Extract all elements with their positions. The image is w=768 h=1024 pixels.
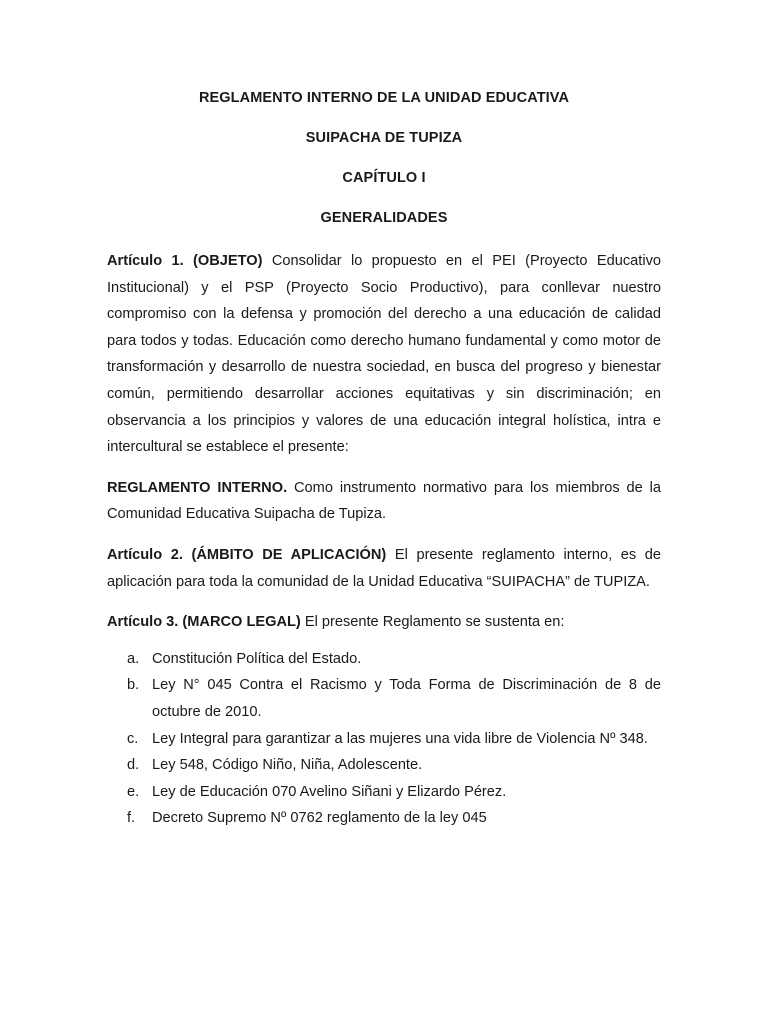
section-heading: GENERALIDADES [320, 210, 448, 226]
article-2-paragraph [107, 542, 661, 595]
list-item-text: Ley de Educación 070 Avelino Siñani y Elizardo Pérez. [152, 783, 507, 800]
article-3-text: El presente Reglamento se sustenta en: [300, 614, 565, 631]
chapter-heading: CAPÍTULO I [342, 170, 426, 186]
article-3-paragraph [107, 609, 661, 636]
list-item-text: Constitución Política del Estado. [152, 650, 362, 667]
list-item-text: Ley 548, Código Niño, Niña, Adolescente. [152, 757, 423, 774]
list-marker: c. [127, 730, 139, 747]
article-1-label: Artículo 1. (OBJETO) [107, 253, 263, 269]
list-marker: e. [127, 783, 140, 800]
institution-name: SUIPACHA DE TUPIZA [305, 130, 463, 146]
document-title: REGLAMENTO INTERNO DE LA UNIDAD EDUCATIVA [198, 90, 570, 106]
list-item-text: Ley Integral para garantizar a las mujeres una vida libre de Violencia Nº 348. [152, 730, 648, 747]
article-2-label: Artículo 2. (ÁMBITO DE APLICACIÓN) [107, 546, 387, 563]
article-1-paragraph [107, 248, 661, 461]
article-1-text: Consolidar lo propuesto en el PEI (Proyecto Educativo Institucional) y el PSP (Proyecto Socio Productivo), para conllevar nuestro compromiso con la defensa y promoción del derecho a una educación de calidad para todos y todas. Educación como derecho humano fundamental y como motor de transformación y desarrollo de nuestra sociedad, en busca del progreso y bienestar común, permitiendo desarrollar acciones equitativas y sin discriminación; en observancia a los principios y valores de una educación integral holística, intra e intercultural se establece el presente: [107, 253, 661, 456]
reglamento-interno-label: REGLAMENTO INTERNO. [107, 479, 288, 496]
list-item-text: Decreto Supremo Nº 0762 reglamento de la ley 045 [152, 810, 487, 827]
article-2-text: El presente reglamento interno, es de aplicación para toda la comunidad de la Unidad Educativa “SUIPACHA” de TUPIZA. [107, 546, 661, 590]
list-item [107, 726, 661, 753]
reglamento-interno-text: Como instrumento normativo para los miembros de la Comunidad Educativa Suipacha de Tupiza. [107, 479, 661, 523]
article-3-label: Artículo 3. (MARCO LEGAL) [107, 614, 301, 631]
list-item [107, 672, 661, 725]
list-item [107, 779, 661, 806]
list-marker: a. [127, 650, 140, 667]
list-item [107, 646, 661, 673]
reglamento-interno-paragraph [107, 475, 661, 528]
list-item-text: Ley N° 045 Contra el Racismo y Toda Forma de Discriminación de 8 de octubre de 2010. [152, 677, 661, 720]
list-item [107, 752, 661, 779]
list-marker: b. [127, 677, 140, 694]
list-item [107, 805, 661, 832]
list-marker: f. [127, 810, 136, 827]
list-marker: d. [127, 757, 140, 774]
legal-framework-list [107, 646, 661, 832]
